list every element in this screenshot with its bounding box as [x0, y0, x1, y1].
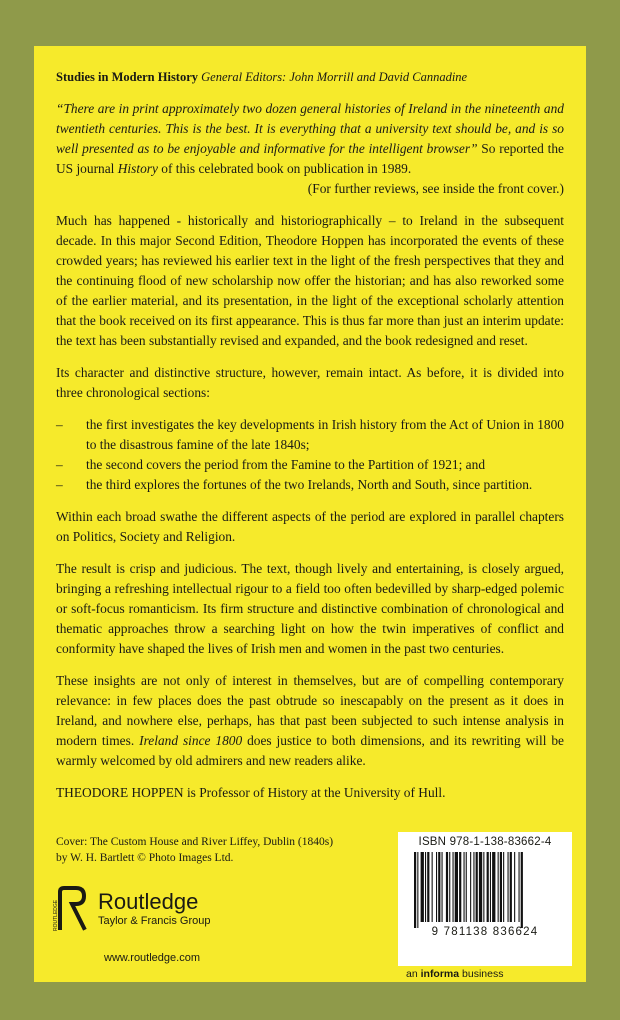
paragraph-themes: Within each broad swathe the different aspects of the period are explored in parallel chapters on Politics, Society and Religion. — [56, 509, 564, 544]
list-item-text: the second covers the period from the Famine to the Partition of 1921; and — [86, 457, 486, 472]
barcode-bar — [490, 852, 491, 922]
barcode-icon — [410, 852, 560, 928]
barcode-bar — [466, 852, 467, 922]
isbn-box — [398, 832, 572, 966]
series-name: Studies in Modern History — [56, 70, 199, 84]
review-source-after: of this celebrated book on publication in 1989. — [157, 161, 412, 176]
cover-credit-line: by W. H. Bartlett © Photo Images Ltd. — [56, 852, 234, 864]
author-bio — [56, 783, 564, 803]
barcode-bar — [473, 852, 474, 922]
publisher-name: Routledge — [98, 889, 199, 914]
list-item-text: the third explores the fortunes of the two Irelands, North and South, since partition. — [86, 477, 533, 492]
barcode-bar — [514, 852, 515, 922]
informa-suffix: business — [459, 968, 504, 980]
author-name: THEODORE HOPPEN — [56, 785, 184, 800]
cover-credit — [56, 834, 376, 866]
barcode-bar — [492, 852, 495, 922]
series-line — [56, 70, 564, 85]
barcode-bar — [459, 852, 461, 922]
relevance-text-after: does justice to both dimensions, and its rewriting will be warmly welcomed by old admirers and new readers alike. — [56, 733, 564, 768]
routledge-logo-icon — [54, 884, 90, 934]
barcode-bar — [464, 852, 465, 922]
list-dash: – — [56, 417, 63, 432]
informa-prefix: an — [406, 968, 421, 980]
further-reviews-note: (For further reviews, see inside the front cover.) — [307, 181, 564, 196]
barcode-bar — [421, 852, 424, 922]
list-item — [56, 475, 564, 495]
barcode-bar — [483, 852, 484, 922]
review-block — [56, 99, 564, 199]
informa-tagline — [406, 968, 503, 980]
list-item — [56, 455, 564, 475]
list-item-text: the first investigates the key developments in Irish history from the Act of Union in 1800 to the disastrous famine of the late 1840s; — [86, 417, 564, 452]
back-cover-panel — [34, 46, 586, 982]
barcode-bar — [442, 852, 443, 922]
barcode-bar — [455, 852, 458, 922]
author-bio-text: is Professor of History at the University of Hull. — [183, 785, 446, 800]
barcode-bar — [438, 852, 440, 922]
barcode-bar — [521, 852, 523, 928]
barcode-bar — [510, 852, 512, 922]
barcode-bar — [476, 852, 478, 922]
barcode-bar — [470, 852, 471, 922]
isbn-label: ISBN 978-1-138-83662-4 — [418, 836, 552, 848]
barcode-bar — [508, 852, 509, 922]
barcode-bar — [503, 852, 504, 922]
publisher-group: Taylor & Francis Group — [98, 915, 211, 927]
publisher-names — [98, 890, 210, 928]
publisher-block — [54, 884, 210, 934]
barcode-bar — [446, 852, 448, 922]
barcode-bar — [425, 852, 426, 922]
review-quote — [56, 99, 564, 179]
book-title: Ireland since 1800 — [139, 733, 243, 748]
barcode-bar — [498, 852, 499, 922]
review-source-before: So reported the US journal — [56, 141, 564, 176]
barcode-bar — [414, 852, 416, 928]
barcode-bar — [427, 852, 429, 922]
review-quote-text: “There are in print approximately two dozen general histories of Ireland in the nineteenth and twentieth centuries. This is the best. It is everything that a university text should be, and is so well presented as to be enjoyable and informative for the intelligent browser” — [56, 101, 564, 156]
paragraph-result: The result is crisp and judicious. The text, though lively and entertaining, is closely argued, bringing a refreshing intellectual rigour to a field too often bedevilled by sharp-edged polemic or soft-focus romanticism. Its firm structure and distinctive combination of chronological and thematic approaches throw a searching light on how the twin imperatives of conflict and conformity have shaped the lives of Irish men and women in the past two centuries. — [56, 561, 564, 656]
barcode-bar — [479, 852, 482, 922]
barcode-bar — [519, 852, 520, 922]
cover-credit-line: Cover: The Custom House and River Liffey, Dublin (1840s) — [56, 836, 334, 848]
review-source-journal: History — [117, 161, 158, 176]
list-dash: – — [56, 457, 63, 472]
barcode-bar — [487, 852, 489, 922]
barcode-bar — [449, 852, 450, 922]
paragraph-relevance — [56, 671, 564, 771]
barcode-digits: 9 781138 836624 — [431, 926, 539, 938]
barcode-bar — [436, 852, 437, 922]
barcode-bar — [453, 852, 454, 922]
series-editors: General Editors: John Morrill and David Cannadine — [201, 70, 468, 84]
barcode-bar — [417, 852, 418, 928]
list-item — [56, 415, 564, 455]
informa-brand: informa — [420, 968, 460, 980]
list-dash: – — [56, 477, 63, 492]
paragraph-structure: Its character and distinctive structure, however, remain intact. As before, it is divided into three chronological sections: — [56, 365, 564, 400]
paragraph-new-edition: Much has happened - historically and historiographically – to Ireland in the subsequent decade. In this major Second Edition, Theodore Hoppen has incorporated the events of these crowded years; has reviewed his earlier text in the light of the fresh perspectives that they and the continuing flood of new scholarship now offer the historian; and has also reworked some of the earlier material, and its presentation, in the light of the exceptional scholarly attention that the book received on its first appearance. This is thus far more than just an interim update: the text has been substantially revised and expanded, and the book redesigned and reset. — [56, 213, 564, 348]
barcode-bar — [500, 852, 502, 922]
publisher-website[interactable]: www.routledge.com — [104, 952, 200, 964]
sections-list — [56, 415, 564, 495]
barcode-bar — [432, 852, 433, 922]
relevance-text-before: These insights are not only of interest in themselves, but are of compelling contemporary relevance: in few places does the past obtrude so inescapably on the present as it does in Ireland, and nowhere else, perhaps, has that past been subjected to such intense analysis in modern times. — [56, 673, 564, 748]
logo-wordmark: ROUTLEDGE — [53, 899, 59, 931]
